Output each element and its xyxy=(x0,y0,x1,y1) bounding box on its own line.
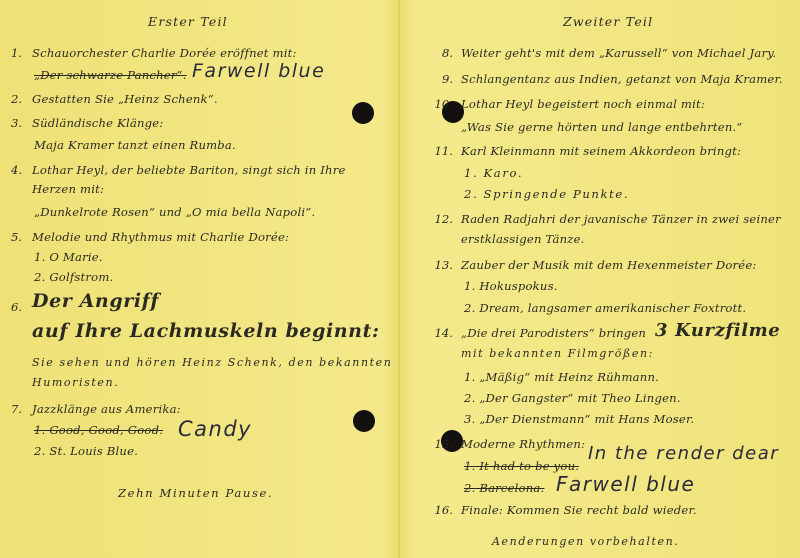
item-text: Finale: Kommen Sie recht bald wieder. xyxy=(461,503,697,517)
pause-note: Zehn Minuten Pause. xyxy=(118,486,274,500)
item-text: „Die drei Parodisters“ bringen xyxy=(461,326,647,340)
item-text: Jazzklänge aus Amerika: xyxy=(32,402,181,416)
item-number: 3. xyxy=(10,116,22,130)
sub-item-struck: 1. Good, Good, Good. xyxy=(34,423,164,437)
sub-item: 2. St. Louis Blue. xyxy=(34,444,139,458)
item-text: „Was Sie gerne hörten und lange entbehrten.“ xyxy=(461,120,743,134)
item-text: Maja Kramer tanzt einen Rumba. xyxy=(34,138,236,152)
sub-item: 1. „Mäßig“ mit Heinz Rühmann. xyxy=(464,370,659,384)
punch-hole-3 xyxy=(353,410,375,432)
item-number: 12. xyxy=(434,212,453,226)
item-text: Moderne Rhythmen: xyxy=(461,437,586,451)
item-number: 6. xyxy=(10,300,22,314)
item-text: Melodie und Rhythmus mit Charlie Dorée: xyxy=(32,230,290,244)
sub-item: 2. Springende Punkte. xyxy=(464,187,630,201)
item-text: Lothar Heyl begeistert noch einmal mit: xyxy=(461,97,705,111)
item-text: mit bekannten Filmgrößen: xyxy=(461,347,654,360)
item-number: 11. xyxy=(434,144,453,158)
sub-item: 2. Dream, langsamer amerikanischer Foxtrott. xyxy=(464,301,747,315)
item-number: 13. xyxy=(434,258,453,272)
item-number: 1. xyxy=(10,46,22,60)
item-number: 8. xyxy=(441,46,453,60)
sub-item: 1. O Marie. xyxy=(34,250,103,264)
item-text: „Dunkelrote Rosen“ und „O mia bella Napoli“. xyxy=(34,205,316,219)
item-text: Gestatten Sie „Heinz Schenk“. xyxy=(32,92,218,106)
sub-item: 1. Karo. xyxy=(464,166,524,180)
sub-item: 1. Hokuspokus. xyxy=(464,279,558,293)
handwritten-note: Farwell blue xyxy=(556,472,696,496)
handwritten-note: Farwell blue xyxy=(192,60,326,82)
item-number: 9. xyxy=(441,72,453,86)
handwritten-note: Candy xyxy=(178,417,253,441)
item-text: Raden Radjahri der javanische Tänzer in zwei seiner xyxy=(461,212,781,226)
item-text: Weiter geht's mit dem „Karussell“ von Michael Jary. xyxy=(461,46,777,60)
item-text: Zauber der Musik mit dem Hexenmeister Dorée: xyxy=(461,258,757,272)
headline: auf Ihre Lachmuskeln beginnt: xyxy=(32,320,380,342)
sub-item-struck: 2. Barcelona. xyxy=(464,481,545,495)
footer-note: Aenderungen vorbehalten. xyxy=(492,535,680,548)
item-number: 16. xyxy=(434,503,453,517)
item-number: 15. xyxy=(434,437,453,451)
handwritten-note: In the render dear xyxy=(588,443,780,464)
item-text: Humoristen. xyxy=(32,376,120,389)
punch-hole-1 xyxy=(352,102,374,124)
item-text: Karl Kleinmann mit seinem Akkordeon bringt: xyxy=(461,144,742,158)
item-text: Lothar Heyl, der beliebte Bariton, singt sich in Ihre xyxy=(32,163,346,177)
sub-item: 2. Golfstrom. xyxy=(34,270,114,284)
sub-item-struck: 1. It had to be you. xyxy=(464,459,580,473)
item-number: 5. xyxy=(10,230,22,244)
item-text: Sie sehen und hören Heinz Schenk, den bekannten xyxy=(32,356,393,369)
item-number: 2. xyxy=(10,92,22,106)
item-text: Schlangentanz aus Indien, getanzt von Maja Kramer. xyxy=(461,72,783,86)
headline: 3 Kurzfilme xyxy=(655,320,781,341)
sub-item: 3. „Der Dienstmann“ mit Hans Moser. xyxy=(464,412,695,426)
item-text: erstklassigen Tänze. xyxy=(461,232,585,246)
item-text-struck: „Der schwarze Pancher“. xyxy=(34,68,187,82)
item-text: Herzen mit: xyxy=(32,182,105,196)
item-text: Schauorchester Charlie Dorée eröffnet mit: xyxy=(32,46,297,60)
item-number: 4. xyxy=(10,163,22,177)
headline: Der Angriff xyxy=(32,290,160,312)
item-text: Südländische Klänge: xyxy=(32,116,164,130)
sub-item: 2. „Der Gangster“ mit Theo Lingen. xyxy=(464,391,681,405)
item-number: 7. xyxy=(10,402,22,416)
right-title: Zweiter Teil xyxy=(563,14,654,29)
center-fold xyxy=(398,0,400,558)
left-title: Erster Teil xyxy=(148,14,228,29)
item-number: 10. xyxy=(434,97,453,111)
item-number: 14. xyxy=(434,326,453,340)
